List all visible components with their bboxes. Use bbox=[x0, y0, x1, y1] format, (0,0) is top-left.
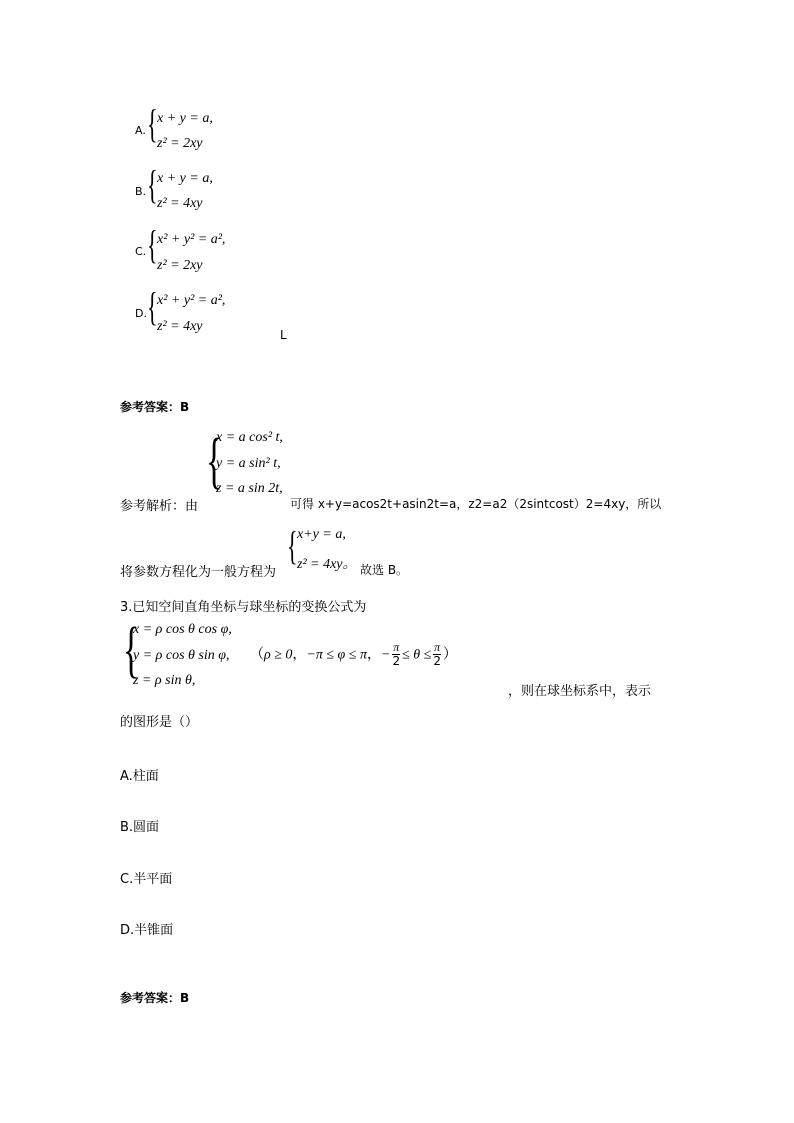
equation: y = ρ cos θ sin φ, bbox=[133, 648, 230, 663]
minus-sign: − bbox=[381, 647, 391, 663]
paren-close: ） bbox=[442, 646, 457, 663]
analysis-text: 可得 x+y=acos2t+asin2t=a，z2=a2（2sintcost）2=4xy，所以 bbox=[290, 497, 662, 511]
cursor-mark: L bbox=[280, 328, 287, 342]
brace-icon: { bbox=[287, 523, 298, 568]
brace-icon: { bbox=[147, 101, 158, 146]
separator: ， bbox=[367, 646, 381, 663]
option-label: B. bbox=[135, 185, 147, 198]
equation: y = a sin² t, bbox=[216, 456, 281, 471]
option-label: A. bbox=[135, 124, 146, 137]
analysis-prefix: 参考解析：由 bbox=[120, 499, 199, 514]
equation: z² = 4xy bbox=[157, 196, 203, 211]
equation: z² = 2xy bbox=[157, 258, 203, 273]
equation: x = ρ cos θ cos φ, bbox=[133, 622, 232, 637]
question-tail2: 的图形是（） bbox=[120, 715, 199, 730]
fraction: $\frac{\pi}{2}$ bbox=[392, 640, 401, 668]
brace-icon: { bbox=[147, 284, 158, 329]
answer-value: B bbox=[180, 991, 190, 1005]
cond-rho: ρ ≥ 0 bbox=[264, 647, 293, 663]
equation: x = a cos² t, bbox=[216, 430, 283, 445]
brace-icon: { bbox=[206, 427, 223, 495]
equation: z² = 4xy。 bbox=[297, 557, 357, 572]
answer-line bbox=[120, 989, 189, 1006]
option-label: D. bbox=[135, 307, 147, 320]
equation: z = a sin 2t, bbox=[216, 481, 283, 496]
equation: x² + y² = a², bbox=[157, 232, 226, 247]
answer-label: 参考答案： bbox=[120, 400, 181, 414]
cond-phi: −π ≤ φ ≤ π bbox=[306, 647, 367, 663]
choice-b: B.圆面 bbox=[120, 820, 160, 835]
choice-d: D.半锥面 bbox=[120, 923, 174, 938]
equation: x + y = a, bbox=[157, 111, 213, 126]
question-title: 3.已知空间直角坐标与球坐标的变换公式为 bbox=[120, 600, 367, 615]
analysis-line2-prefix: 将参数方程化为一般方程为 bbox=[120, 565, 277, 580]
equation: z² = 2xy bbox=[157, 136, 203, 151]
analysis-line2-suffix: 故选 B。 bbox=[360, 563, 409, 577]
equation: x+y = a, bbox=[297, 527, 346, 542]
paren-open: （ bbox=[250, 646, 264, 663]
question-tail: ，则在球坐标系中，表示 bbox=[508, 684, 652, 699]
answer-value: B bbox=[180, 400, 190, 414]
brace-icon: { bbox=[147, 222, 158, 267]
choice-a: A.柱面 bbox=[120, 769, 159, 784]
equation: x² + y² = a², bbox=[157, 293, 226, 308]
answer-line bbox=[120, 398, 189, 415]
equation: z = ρ sin θ, bbox=[133, 673, 196, 688]
cond-theta: ≤ θ ≤ bbox=[402, 647, 432, 663]
fraction: $\frac{\pi}{2}$ bbox=[433, 640, 441, 668]
option-label: C. bbox=[135, 245, 147, 258]
brace-icon: { bbox=[147, 162, 158, 207]
brace-icon: { bbox=[123, 616, 140, 684]
conditions bbox=[250, 641, 457, 668]
separator: ， bbox=[292, 646, 307, 663]
equation: z² = 4xy bbox=[157, 319, 203, 334]
choice-c: C.半平面 bbox=[120, 872, 173, 887]
equation: x + y = a, bbox=[157, 171, 213, 186]
answer-label: 参考答案： bbox=[120, 991, 181, 1005]
